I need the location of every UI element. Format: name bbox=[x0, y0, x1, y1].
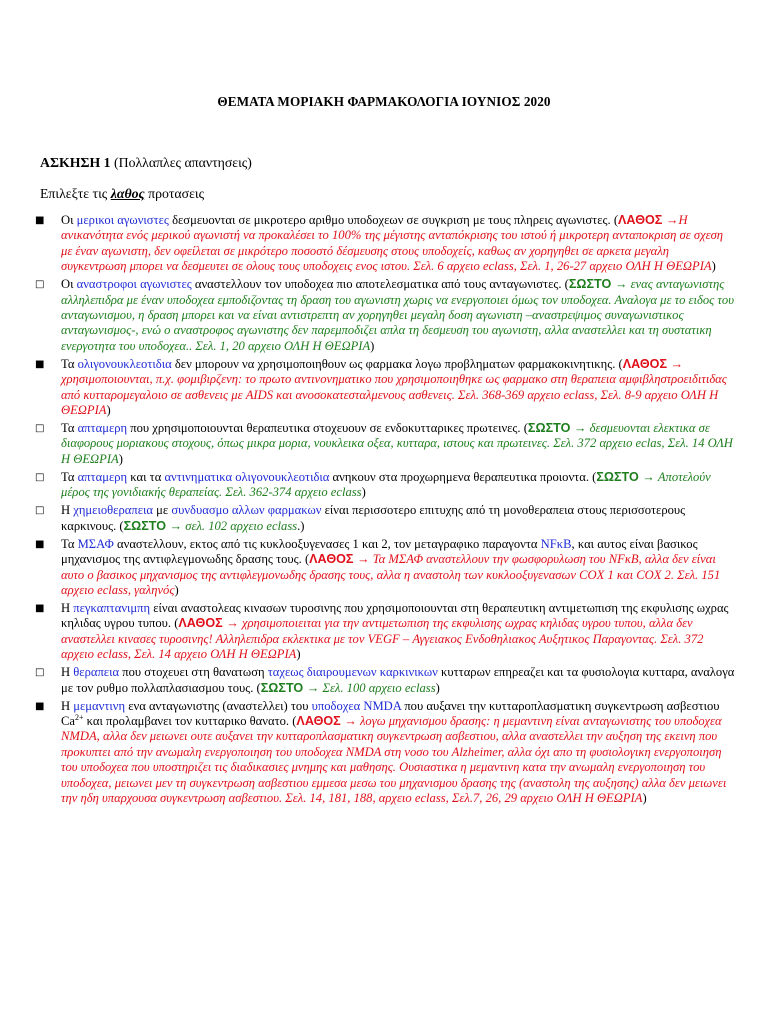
statement-text: ) bbox=[174, 582, 179, 597]
statement-text: που χρησιμοποιουνται θεραπευτικα στοχευουν σε ενδοκυτταρικες πρωτεινες. ( bbox=[127, 421, 528, 436]
key-term: συνδυασμο αλλων φαρμακων bbox=[171, 503, 322, 518]
statement-text: .) bbox=[297, 518, 305, 533]
statement-text: ) bbox=[361, 485, 366, 500]
key-term: μεμαντινη bbox=[73, 698, 126, 713]
statement-text: αναστελλουν, εκτος από τις κυκλοοξυγενασες 1 και 2, τον μεταγραφικο παραγοντα bbox=[113, 536, 541, 551]
statement-text: ) bbox=[435, 680, 440, 695]
correct-explanation: δεσμευονται ελεκτικα σε διαφορους μοριακους στοχους, όπως μικρα μορια, νουκλεικα οξεα, κυτταρα, ιστους και πρωτεινες. Σελ. 372 αρχειο eclas, Σελ. 14 ΟΛΗ Η ΘΕΩΡΙΑ bbox=[61, 421, 733, 466]
key-term: αντινηματικα ολιγονουκλεοτιδια bbox=[164, 469, 330, 484]
statement-item bbox=[35, 601, 735, 663]
filled-square-marker-icon bbox=[35, 699, 49, 714]
statement-text: ) bbox=[642, 790, 647, 805]
key-term: αναστροφοι αγωνιστες bbox=[76, 277, 192, 292]
statement-item bbox=[35, 503, 735, 534]
wrong-explanation: χρησιμοποιουνται, π.χ. φομιβιρζενη: το πρωτο αντινονηματικο που χρησιμοποιηθηκε ως φαρμακο στη θεραπεια αμφιβληστροειδιτιδας από κυτταρομεγαλοιο σε ασθενεις με AIDS και ανοσοκατεσταλμενους ασθενεις. Σελ. 368-369 αρχειο eclass, Σελ. 8-9 αρχειο ΟΛΗ Η ΘΕΩΡΙΑ bbox=[61, 372, 727, 418]
key-term: θεραπεια bbox=[73, 665, 120, 680]
key-term: ΜΣΑΦ bbox=[77, 536, 114, 551]
statement-text: και προλαμβανει τον κυτταρικο θανατο. ( bbox=[83, 713, 297, 728]
instruction bbox=[40, 186, 204, 202]
key-term: χημειοθεραπεια bbox=[73, 503, 153, 518]
key-term: μερικοι αγωνιστες bbox=[76, 213, 169, 227]
exercise-heading bbox=[40, 155, 252, 171]
wrong-explanation: Η ανικανότητα ενός μερικού αγωνιστή να προκαλέσει το 100% της μέγιστης ανταπόκρισης του ιστού ή μικροτερη ανταποκριση σε σχεση με έναν αγωνιστη, δεν οφείλεται σε μικρότερο ποσοστό δέσμευσης στους υποδοχείς, καθως αν χορηγηθει σε αρκετα μεγαλη συγκεντρωση μπορει να δεσμευτει σε ολους τους υποδοχεις ενος ιστου. Σελ. 6 αρχειο eclass, Σελ. 1, 26-27 αρχειο ΟΛΗ Η ΘΕΩΡΙΑ bbox=[61, 213, 724, 274]
filled-square-marker-icon bbox=[35, 537, 49, 552]
statement-item bbox=[35, 470, 735, 501]
correct-label: ΣΩΣΤΟ → bbox=[527, 421, 587, 436]
correct-label: ΣΩΣΤΟ → bbox=[123, 518, 183, 533]
correct-label: ΣΩΣΤΟ → bbox=[260, 680, 320, 695]
statement-text: Η bbox=[61, 600, 74, 615]
filled-square-marker-icon bbox=[35, 357, 49, 372]
statement-text: και τα bbox=[127, 469, 165, 484]
empty-square-marker-icon bbox=[35, 503, 49, 518]
exercise-subtitle: (Πολλαπλες απαντησεις) bbox=[114, 155, 252, 170]
statement-text: που αυξανει την κυτταροπλασματικη συγκεντρωση ασβεστιου Ca bbox=[61, 698, 720, 728]
wrong-explanation: λογω μηχανισμου δρασης: η μεμαντινη είναι ανταγωνιστης του υποδοχεα NMDA, αλλα δεν μειωνει ουτε αυξανει την κυτταροπλασματικη συγκεντρωση ασβεστιου, αλλα αναστελλει την αυξηση της εκεινη που προκυπτει από την ανωμαλη ενεργοποιηση του υποδοχεα NMDA στη νοσο του Alzheimer, αλλα όχι απο τη φυσιολογικη ενεργοποιηση του υποδοχεα που υποστηριζει τις διαδικασιες μνημης και μαθησης. Ουσιαστικα η μεμαντινη κατα την ανωμαλη ενεργοποιηση του υποδοχεα, μειωνει μεν τη συγκεντρωση ασβεστιου εμμεσα μεσω του μηχανισμου δρασης της (αναστολη της αυξησης) αλλα δεν μειωνει την ηδη υπαρχουσα συγκεντρωση ασβεστιου. Σελ. 14, 181, 188, αρχειο eclass, Σελ.7, 26, 29 αρχειο ΟΛΗ Η ΘΕΩΡΙΑ bbox=[61, 713, 727, 805]
statement-list bbox=[35, 213, 735, 809]
statement-item bbox=[35, 699, 735, 807]
empty-square-marker-icon bbox=[35, 470, 49, 485]
statement-text: Η bbox=[61, 503, 74, 518]
statement-text: Τα bbox=[61, 356, 78, 371]
wrong-label: ΛΑΘΟΣ → bbox=[178, 616, 239, 631]
statement-item bbox=[35, 213, 735, 275]
correct-explanation: ενας ανταγωνιστης αλληλεπιδρα με έναν υποδοχεα εμποδιζοντας τη δραση του αγωνιστη χωρις να ενεργοποιει όμως τον υποδοχεα. Αναλογα με το ειδος του ανταγωνισμου, η δραση μπορει και να είναι αντιστρεπτη αν χορηγηθει μεγαλη δοση αγωνιστη –αναστρεψιμος συναγωνιστικος ανταγωνισμος-, ενώ ο αναστροφος αγωνιστης δεν παρεμποδιζει απλα τη δεσμευση του αγωνιστη, αλλα αναστελλει και τη συστατικη ενεργοτητα του υποδοχεα.. Σελ. 1, 20 αρχειο ΟΛΗ Η ΘΕΩΡΙΑ bbox=[61, 277, 734, 353]
statement-item bbox=[35, 357, 735, 419]
statement-text: είναι αναστολεας κινασων τυροσινης που χρησιμοποιουνται στη θεραπευτικη αντιμετωπιση της εκφυλισης ωχρας κηλιδας υγρου τυπου. ( bbox=[61, 600, 729, 631]
statement-text: που στοχευει στη θανατωση bbox=[119, 665, 268, 680]
empty-square-marker-icon bbox=[35, 421, 49, 436]
instruction-suffix: προτασεις bbox=[144, 186, 205, 201]
statement-item bbox=[35, 421, 735, 467]
statement-text: Η bbox=[61, 698, 74, 713]
statement-text: , και αυτος είναι βασικος μηχανισμος της αντιφλεγμονωδης δρασης τους. ( bbox=[61, 536, 698, 567]
statement-text: αναστελλουν τον υποδοχεα πιο αποτελεσματικα από τους ανταγωνιστες. ( bbox=[191, 277, 569, 292]
key-term: ολιγονουκλεοτιδια bbox=[77, 356, 172, 371]
wrong-label: ΛΑΘΟΣ → bbox=[618, 213, 679, 227]
statement-text: δεσμευονται σε μικροτερο αριθμο υποδοχεων σε συγκριση με τους πληρεις αγωνιστες. bbox=[168, 213, 614, 227]
superscript: 2+ bbox=[75, 712, 84, 722]
statement-text: ενα ανταγωνιστης (αναστελλει) του bbox=[125, 698, 312, 713]
statement-text: Οι bbox=[61, 277, 77, 292]
key-term: NFκB bbox=[540, 536, 572, 551]
statement-text: κυτταρων επηρεαζει και τα φυσιολογια κυτταρα, αναλογα με τον ρυθμο πολλαπλασιασμου τους. ( bbox=[61, 665, 735, 695]
statement-text: Τα bbox=[61, 421, 78, 436]
statement-text: ανηκουν στα προχωρημενα θεραπευτικα προιοντα. ( bbox=[329, 469, 597, 484]
key-term: υποδοχεα NMDA bbox=[311, 698, 402, 713]
page-title: ΘΕΜΑΤΑ ΜΟΡΙΑΚΗ ΦΑΡΜΑΚΟΛΟΓΙΑ ΙΟΥΝΙΟΣ 2020 bbox=[217, 94, 551, 109]
instruction-prefix: Επιλεξτε τις bbox=[40, 186, 111, 201]
statement-item bbox=[35, 537, 735, 599]
empty-square-marker-icon bbox=[35, 277, 49, 292]
correct-label: ΣΩΣΤΟ bbox=[596, 469, 639, 484]
correct-explanation: Σελ. 100 αρχειο eclass bbox=[319, 680, 436, 695]
wrong-explanation: Τα ΜΣΑΦ αναστελλουν την φωσφορυλωση του NFκB, αλλα δεν είναι αυτο ο βασικος μηχανισμος της αντιφλεγμονωδης δρασης τους, αλλα η αναστολη των κυκλοοξυγενασων COX 1 και COX 2. Σελ. 151 αρχειο eclass, γαληνός bbox=[61, 552, 721, 597]
wrong-label: ΛΑΘΟΣ → bbox=[309, 552, 370, 567]
statement-item bbox=[35, 277, 735, 354]
key-term: απταμερη bbox=[77, 469, 128, 484]
correct-label: → bbox=[638, 469, 655, 484]
statement-text: με bbox=[153, 503, 172, 518]
statement-text: ) bbox=[370, 338, 375, 353]
statement-text: ) bbox=[711, 259, 716, 274]
empty-square-marker-icon bbox=[35, 665, 49, 680]
key-term: ταχεως διαιρουμενων καρκινικων bbox=[267, 665, 438, 680]
instruction-emphasis: λαθος bbox=[110, 186, 145, 201]
key-term: απταμερη bbox=[77, 421, 128, 436]
statement-text: ) bbox=[106, 403, 111, 418]
statement-text: είναι περισσοτερο επιτυχης από τη μονοθεραπεια στους περισσοτερους καρκινους. ( bbox=[61, 503, 686, 533]
key-term: πεγκαπτανιμπη bbox=[73, 600, 151, 615]
statement-text: δεν μπορουν να χρησιμοποιηθουν ως φαρμακα λογω προβληματων φαρμακοκινητικης. ( bbox=[171, 356, 623, 371]
wrong-label: ΛΑΘΟΣ → bbox=[622, 356, 684, 371]
filled-square-marker-icon bbox=[35, 213, 49, 228]
statement-text: ( bbox=[613, 213, 619, 227]
statement-text: Τα bbox=[61, 536, 78, 551]
correct-explanation: σελ. 102 αρχειο eclass bbox=[182, 518, 298, 533]
statement-text: ) bbox=[118, 451, 123, 466]
correct-label: ΣΩΣΤΟ → bbox=[568, 277, 628, 292]
statement-text: ) bbox=[296, 647, 301, 662]
statement-text: Τα bbox=[61, 469, 78, 484]
statement-text: Η bbox=[61, 665, 74, 680]
correct-explanation: Αποτελούν μέρος της γονιδιακής θεραπείας. Σελ. 362-374 αρχειο eclass bbox=[61, 469, 711, 500]
filled-square-marker-icon bbox=[35, 601, 49, 616]
statement-item bbox=[35, 665, 735, 696]
statement-text: Οι bbox=[61, 213, 77, 227]
exercise-label: ΑΣΚΗΣΗ 1 bbox=[40, 155, 111, 170]
wrong-explanation: χρησιμοποιειται για την αντιμετωπιση της εκφυλισης ωχρας κηλιδας υγρου τυπου, αλλα δεν αναστελλει κινασες τυροσινης! Αλληλεπιδρα εκλεκτικα με τον VEGF – Αγγειακος Ενδοθηλιακος Αυξητικος Παραγοντας. Σελ. 372 αρχειο eclass, Σελ. 14 αρχειο ΟΛΗ Η ΘΕΩΡΙΑ bbox=[61, 616, 704, 662]
wrong-label: ΛΑΘΟΣ → bbox=[296, 713, 357, 728]
